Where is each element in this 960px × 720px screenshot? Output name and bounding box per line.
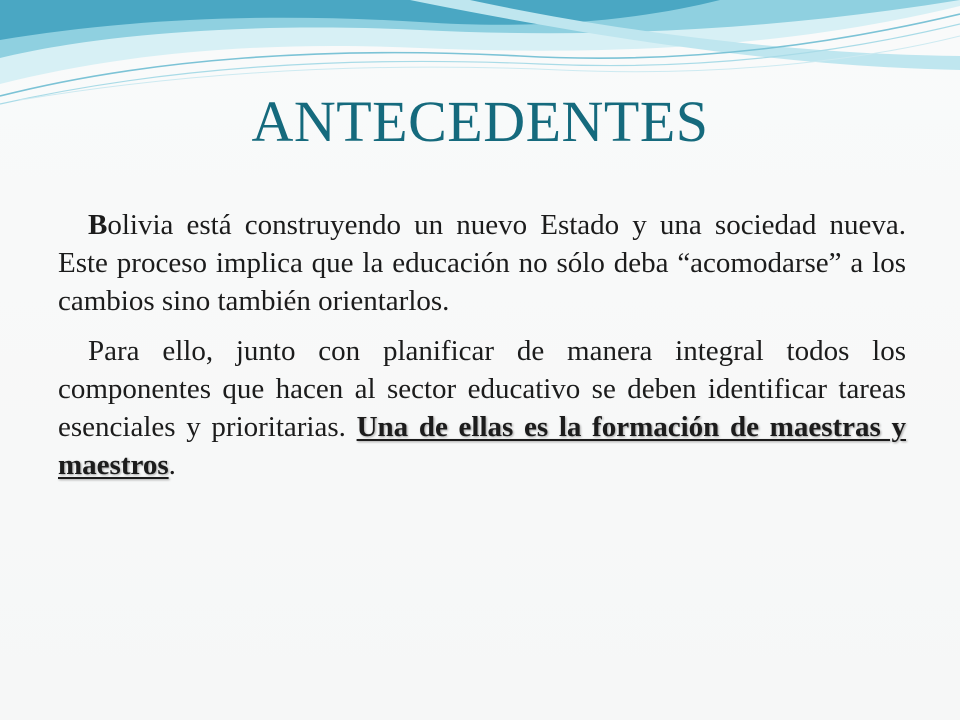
paragraph-2-end: . [168,449,176,481]
slide-title: ANTECEDENTES [251,89,709,154]
slide-body [58,206,906,484]
paragraph-1-text: olivia está construyendo un nuevo Estado y una sociedad nueva. Este proceso implica que la educación no sólo deba “acomodarse” a los cambios sino también orientarlos. [58,209,906,317]
paragraph-1 [58,206,906,320]
paragraph-2-text: Para ello, junto con planificar de manera integral todos los componentes que hacen al sector educativo se deben identificar tareas esenciales y prioritarias. [58,335,906,443]
initial-letter: B [88,209,108,241]
paragraph-2 [58,332,906,484]
highlighted-statement: Una de ellas es la formación de maestras y maestros [58,411,906,481]
